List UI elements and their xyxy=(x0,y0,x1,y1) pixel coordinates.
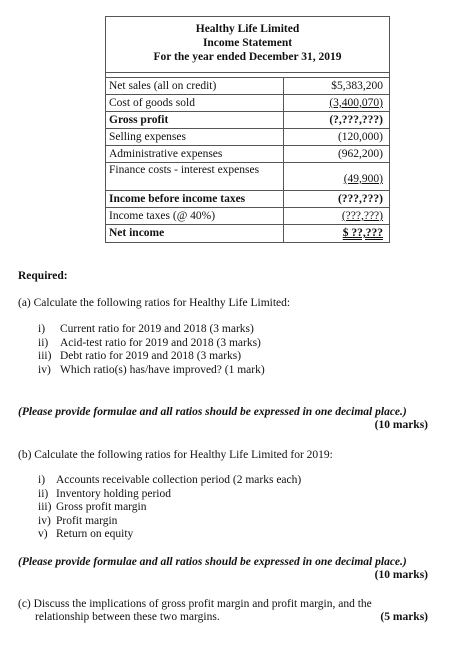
row-value: (?,???,???) xyxy=(329,114,383,126)
item-text: Debt ratio for 2019 and 2018 (3 marks) xyxy=(60,350,242,362)
item-number: i) xyxy=(38,474,46,486)
row-label: Selling expenses xyxy=(106,129,284,145)
item-text: Acid-test ratio for 2019 and 2018 (3 marks) xyxy=(60,336,261,349)
statement-header xyxy=(106,17,389,73)
item-number: v) xyxy=(38,528,48,540)
row-label: Income taxes (@ 40%) xyxy=(106,208,284,224)
table-row xyxy=(106,146,389,163)
item-number: ii) xyxy=(38,336,49,349)
table-row xyxy=(106,163,389,191)
list-item xyxy=(38,323,265,337)
row-value: $5,383,200 xyxy=(331,80,383,92)
part-c-line2: relationship between these two margins. xyxy=(35,611,220,623)
table-row xyxy=(106,129,389,146)
list-item xyxy=(38,528,301,542)
table-row xyxy=(106,112,389,129)
list-item xyxy=(38,488,301,502)
list-item xyxy=(38,350,265,364)
part-a-list xyxy=(38,323,265,377)
row-value: (3,400,070) xyxy=(329,97,383,109)
row-label: Income before income taxes xyxy=(106,191,284,207)
item-number: iii) xyxy=(38,501,52,513)
item-text: Accounts receivable collection period (2 marks each) xyxy=(56,474,302,486)
row-value: $ ??,??? xyxy=(342,227,383,239)
row-value: (120,000) xyxy=(337,131,383,143)
row-value: (962,200) xyxy=(337,148,383,160)
list-item xyxy=(38,515,301,529)
row-label: Administrative expenses xyxy=(106,146,284,162)
statement-title: Income Statement xyxy=(202,37,293,49)
row-label: Net income xyxy=(106,225,284,242)
item-text: Inventory holding period xyxy=(56,487,171,500)
income-statement-table xyxy=(105,16,390,243)
part-b-note xyxy=(18,556,428,582)
item-text: Which ratio(s) has/have improved? (1 mark) xyxy=(60,363,265,376)
row-label: Cost of goods sold xyxy=(106,95,284,111)
list-item xyxy=(38,364,265,378)
table-row xyxy=(106,95,389,112)
item-text: Profit margin xyxy=(56,514,118,527)
required-heading: Required: xyxy=(18,270,68,282)
row-label: Finance costs - interest expenses xyxy=(106,163,284,190)
part-c-line2-row xyxy=(18,611,428,624)
row-value: (???,???) xyxy=(341,210,383,222)
table-row xyxy=(106,225,389,242)
row-value: (49,900) xyxy=(343,173,383,185)
note-text: (Please provide formulae and all ratios should be expressed in one decimal place.) xyxy=(18,556,407,568)
part-c-question xyxy=(18,598,428,624)
list-item xyxy=(38,501,301,515)
marks-label: (5 marks) xyxy=(380,611,428,623)
statement-period: For the year ended December 31, 2019 xyxy=(153,51,342,63)
part-a-note xyxy=(18,406,428,432)
row-value: (???,???) xyxy=(337,193,383,205)
list-item xyxy=(38,474,301,488)
item-number: i) xyxy=(38,323,46,335)
table-row xyxy=(106,191,389,208)
marks-label: (10 marks) xyxy=(374,569,428,581)
item-number: ii) xyxy=(38,487,49,500)
item-text: Gross profit margin xyxy=(56,501,147,513)
item-text: Current ratio for 2019 and 2018 (3 marks) xyxy=(60,323,254,335)
row-label: Net sales (all on credit) xyxy=(106,78,284,94)
item-text: Return on equity xyxy=(56,528,134,540)
part-b-intro: (b) Calculate the following ratios for Healthy Life Limited for 2019: xyxy=(18,449,333,461)
marks-label: (10 marks) xyxy=(374,419,428,431)
company-name: Healthy Life Limited xyxy=(195,23,300,35)
item-number: iv) xyxy=(38,514,51,527)
part-c-line1: (c) Discuss the implications of gross profit margin and profit margin, and the xyxy=(18,598,372,610)
item-number: iv) xyxy=(38,363,51,376)
part-a-intro: (a) Calculate the following ratios for Healthy Life Limited: xyxy=(18,297,291,309)
part-b-list xyxy=(38,474,301,542)
table-row xyxy=(106,208,389,225)
row-label: Gross profit xyxy=(106,112,284,128)
item-number: iii) xyxy=(38,350,52,362)
list-item xyxy=(38,337,265,351)
note-text: (Please provide formulae and all ratios should be expressed in one decimal place.) xyxy=(18,406,407,418)
table-row xyxy=(106,78,389,95)
